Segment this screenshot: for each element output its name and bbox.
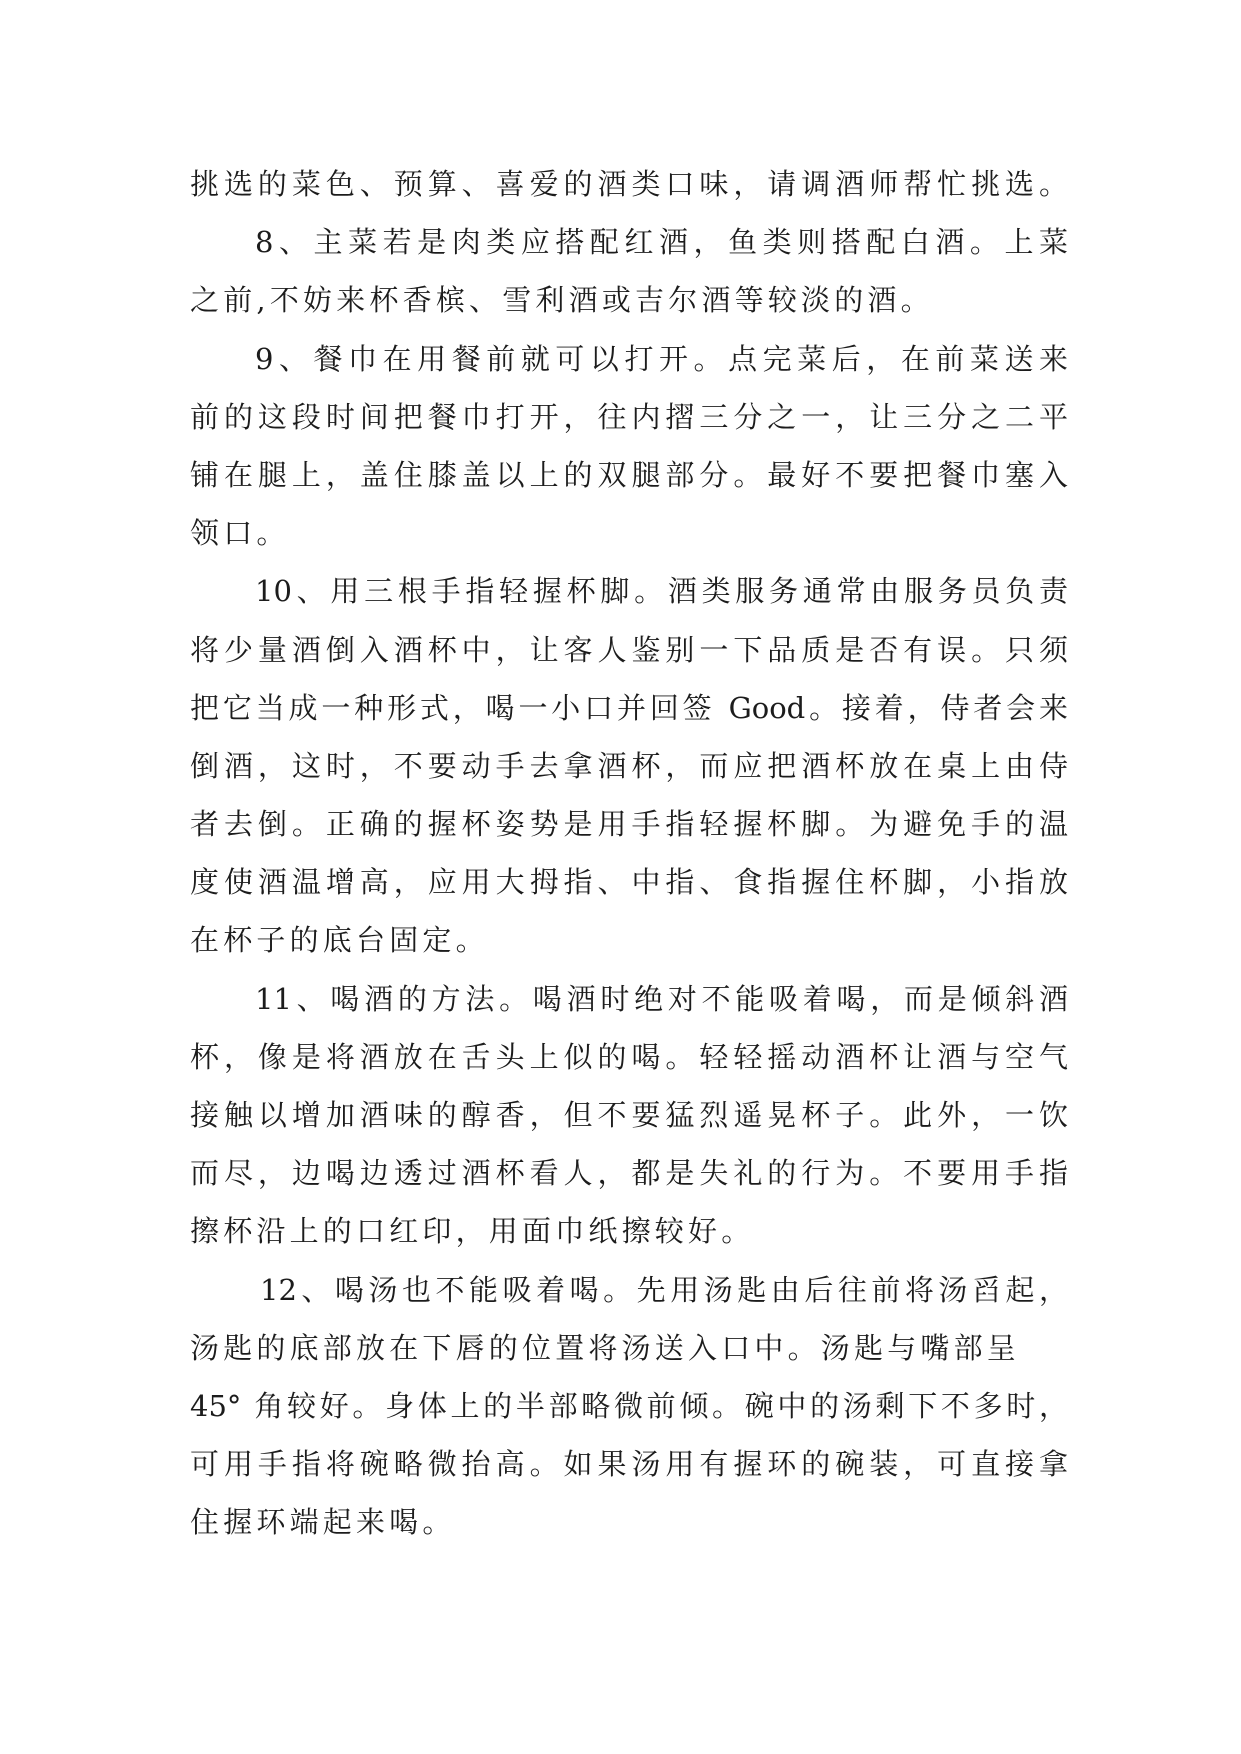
text-line: 8、主菜若是肉类应搭配红酒，鱼类则搭配白酒。上菜	[255, 225, 1068, 260]
text-line: 12、喝汤也不能吸着喝。先用汤匙由后往前将汤舀起，	[260, 1272, 1068, 1307]
paragraph-item-9	[190, 330, 1068, 563]
text-line: 而尽，边喝边透过酒杯看人，都是失礼的行为。不要用手指	[190, 1156, 1068, 1191]
text-line: 把它当成一种形式，喝一小口并回签 Good。接着，侍者会来	[190, 690, 1068, 725]
text-line: 在杯子的底台固定。	[190, 923, 489, 958]
text-line: 领口。	[190, 516, 290, 551]
text-line: 铺在腿上，盖住膝盖以上的双腿部分。最好不要把餐巾塞入	[190, 457, 1068, 492]
paragraph-item-12	[190, 1261, 1068, 1552]
text-line: 前的这段时间把餐巾打开，往内摺三分之一，让三分之二平	[190, 399, 1068, 434]
paragraph-item-8	[190, 213, 1068, 329]
text-line: 45° 角较好。身体上的半部略微前倾。碗中的汤剩下不多时，	[190, 1388, 1068, 1423]
text-line: 倒酒，这时，不要动手去拿酒杯，而应把酒杯放在桌上由侍	[190, 748, 1068, 783]
text-line: 住握环端起来喝。	[190, 1505, 456, 1540]
text-line: 将少量酒倒入酒杯中，让客人鉴别一下品质是否有误。只须	[190, 632, 1068, 667]
text-line: 擦杯沿上的口红印，用面巾纸擦较好。	[190, 1214, 755, 1249]
text-line: 汤匙的底部放在下唇的位置将汤送入口中。汤匙与嘴部呈	[190, 1330, 1021, 1365]
text-line: 之前,不妨来杯香槟、雪利酒或吉尔酒等较淡的酒。	[190, 283, 934, 318]
text-line: 杯，像是将酒放在舌头上似的喝。轻轻摇动酒杯让酒与空气	[190, 1039, 1068, 1074]
text-line: 者去倒。正确的握杯姿势是用手指轻握杯脚。为避免手的温	[190, 807, 1068, 842]
paragraph-item-10	[190, 562, 1068, 969]
paragraph-item-11	[190, 970, 1068, 1261]
text-line: 9、餐巾在用餐前就可以打开。点完菜后，在前菜送来	[255, 341, 1068, 376]
text-line: 可用手指将碗略微抬高。如果汤用有握环的碗装，可直接拿	[190, 1447, 1068, 1482]
text-line: 10、用三根手指轻握杯脚。酒类服务通常由服务员负责	[255, 574, 1068, 609]
paragraph-continuation	[190, 155, 1068, 213]
text-line: 挑选的菜色、预算、喜爱的酒类口味，请调酒师帮忙挑选。	[190, 167, 1068, 201]
document-body	[190, 155, 1068, 1552]
text-line: 度使酒温增高，应用大拇指、中指、食指握住杯脚，小指放	[190, 865, 1068, 900]
text-line: 11、喝酒的方法。喝酒时绝对不能吸着喝，而是倾斜酒	[255, 981, 1068, 1016]
text-line: 接触以增加酒味的醇香，但不要猛烈遥晃杯子。此外，一饮	[190, 1098, 1068, 1132]
